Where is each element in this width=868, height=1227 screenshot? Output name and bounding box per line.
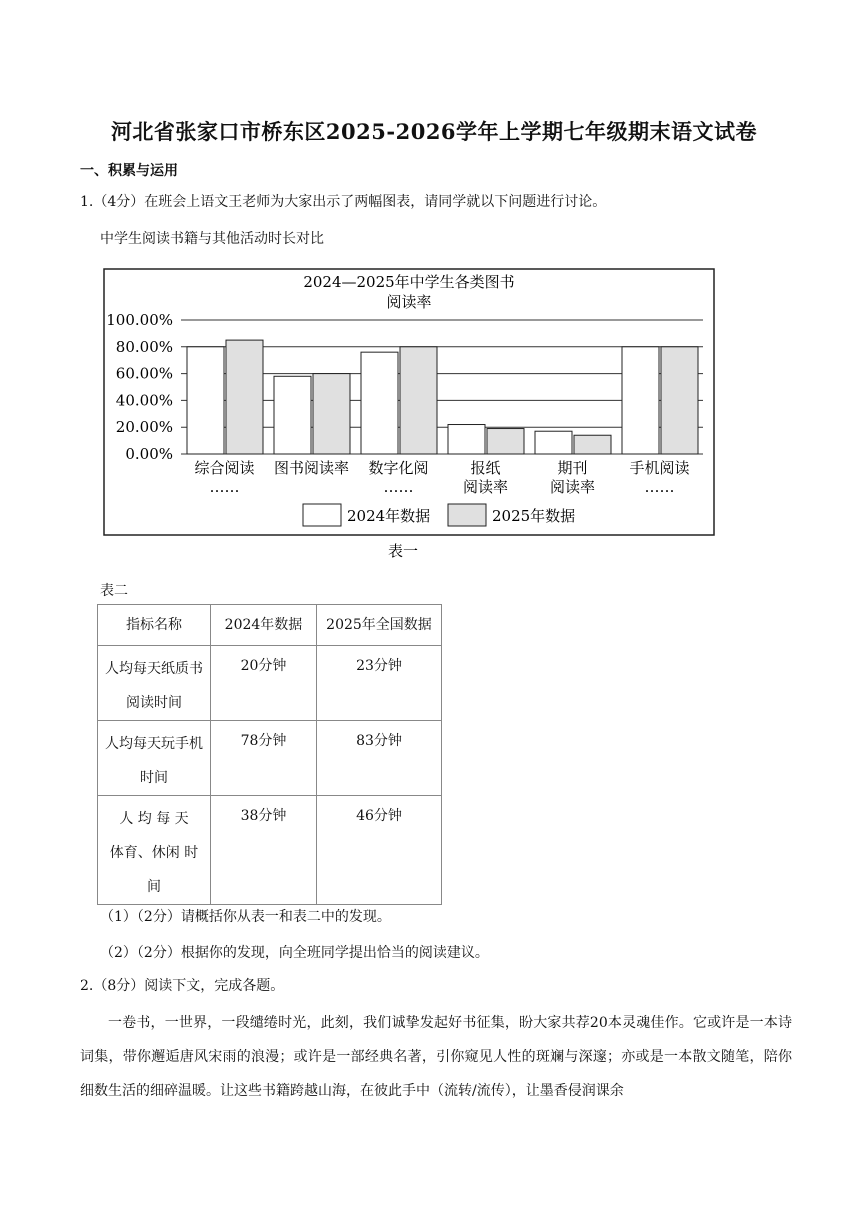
row-1-name: [98, 646, 211, 721]
reading-rate-bar-chart: [103, 268, 715, 564]
row-1-name-line-2: 阅读时间: [126, 695, 182, 711]
header-indicator: 指标名称: [98, 605, 211, 646]
row-3-name-line-3: 间: [147, 879, 161, 895]
x-category-label: 数字化阅: [368, 459, 429, 477]
row-2-name-line-2: 时间: [140, 770, 168, 786]
question-2-stem: 2.（8分）阅读下文，完成各题。: [80, 978, 285, 994]
row-2-name-line-1: 人均每天玩手机: [105, 736, 203, 752]
table-header-row: [98, 605, 442, 646]
y-tick-label: 0.00%: [125, 445, 173, 463]
question-2-passage: 一卷书，一世界，一段缱绻时光，此刻，我们诚挚发起好书征集，盼大家共荐20本灵魂佳作。它或许是一本诗词集，带你邂逅唐风宋雨的浪漫；或许是一部经典名著，引你窥见人性的斑斓与深邃；亦或是一本散文随笔，陪你细数生活的细碎温暖。让这些书籍跨越山海，在彼此手中（流转/流传），让墨香侵润课余: [80, 1015, 792, 1099]
bar: [361, 352, 398, 454]
bar: [400, 347, 437, 454]
row-3-name-line-1: 人 均 每 天: [119, 811, 189, 827]
y-tick-label: 20.00%: [115, 418, 173, 437]
row-2-name: [98, 721, 211, 796]
y-tick-label: 60.00%: [115, 364, 173, 383]
x-category-label: ……: [644, 478, 675, 496]
row-1-2025: 23分钟: [317, 646, 442, 721]
x-category-label: ……: [383, 478, 414, 496]
chart-title-line-1: 2024—2025年中学生各类图书: [303, 273, 515, 291]
x-category-label: 手机阅读: [629, 459, 690, 477]
table-row: [98, 796, 442, 905]
legend-label: 2025年数据: [492, 507, 576, 525]
legend-swatch: [448, 504, 486, 526]
legend-label: 2024年数据: [347, 507, 431, 525]
row-3-name: [98, 796, 211, 905]
row-3-2025: 46分钟: [317, 796, 442, 905]
x-category-label: 阅读率: [462, 478, 509, 496]
chart-caption-label: 表一: [387, 542, 419, 560]
x-category-label: 期刊: [557, 459, 588, 477]
bar: [487, 429, 524, 454]
chart-title-line-2: 阅读率: [386, 293, 432, 311]
x-category-label: 综合阅读: [194, 459, 255, 477]
table-2: [97, 604, 442, 905]
bar: [226, 340, 263, 454]
chart-caption: 中学生阅读书籍与其他活动时长对比: [100, 231, 324, 247]
x-category-label: ……: [209, 478, 240, 496]
table-row: [98, 721, 442, 796]
section-heading: 一、积累与运用: [80, 163, 178, 179]
y-tick-label: 40.00%: [115, 391, 173, 410]
bar: [274, 376, 311, 454]
question-1-sub-2: （2）（2分）根据你的发现，向全班同学提出恰当的阅读建议。: [100, 945, 489, 961]
bar: [535, 431, 572, 454]
row-1-name-line-1: 人均每天纸质书: [105, 661, 203, 677]
row-2-2025: 83分钟: [317, 721, 442, 796]
question-1-stem: 1.（4分）在班会上语文王老师为大家出示了两幅图表，请同学就以下问题进行讨论。: [80, 194, 607, 210]
y-tick-label: 100.00%: [106, 311, 173, 329]
bar: [661, 347, 698, 454]
row-3-name-line-2: 体育、休闲 时: [109, 845, 199, 861]
row-1-2024: 20分钟: [211, 646, 317, 721]
row-2-2024: 78分钟: [211, 721, 317, 796]
table-2-label: 表二: [100, 583, 128, 599]
row-3-2024: 38分钟: [211, 796, 317, 905]
x-category-label: 图书阅读率: [273, 459, 350, 477]
header-2025: 2025年全国数据: [317, 605, 442, 646]
legend-swatch: [303, 504, 341, 526]
bar: [187, 347, 224, 454]
header-2024: 2024年数据: [211, 605, 317, 646]
page-title: 河北省张家口市桥东区2025-2026学年上学期七年级期末语文试卷: [110, 119, 758, 144]
bar: [574, 435, 611, 454]
x-category-label: 阅读率: [549, 478, 596, 496]
table-row: [98, 646, 442, 721]
bar: [448, 425, 485, 454]
y-tick-label: 80.00%: [115, 337, 173, 356]
bar: [622, 347, 659, 454]
bar: [313, 374, 350, 454]
question-1-sub-1: （1）（2分）请概括你从表一和表二中的发现。: [100, 909, 391, 925]
x-category-label: 报纸: [470, 459, 501, 477]
